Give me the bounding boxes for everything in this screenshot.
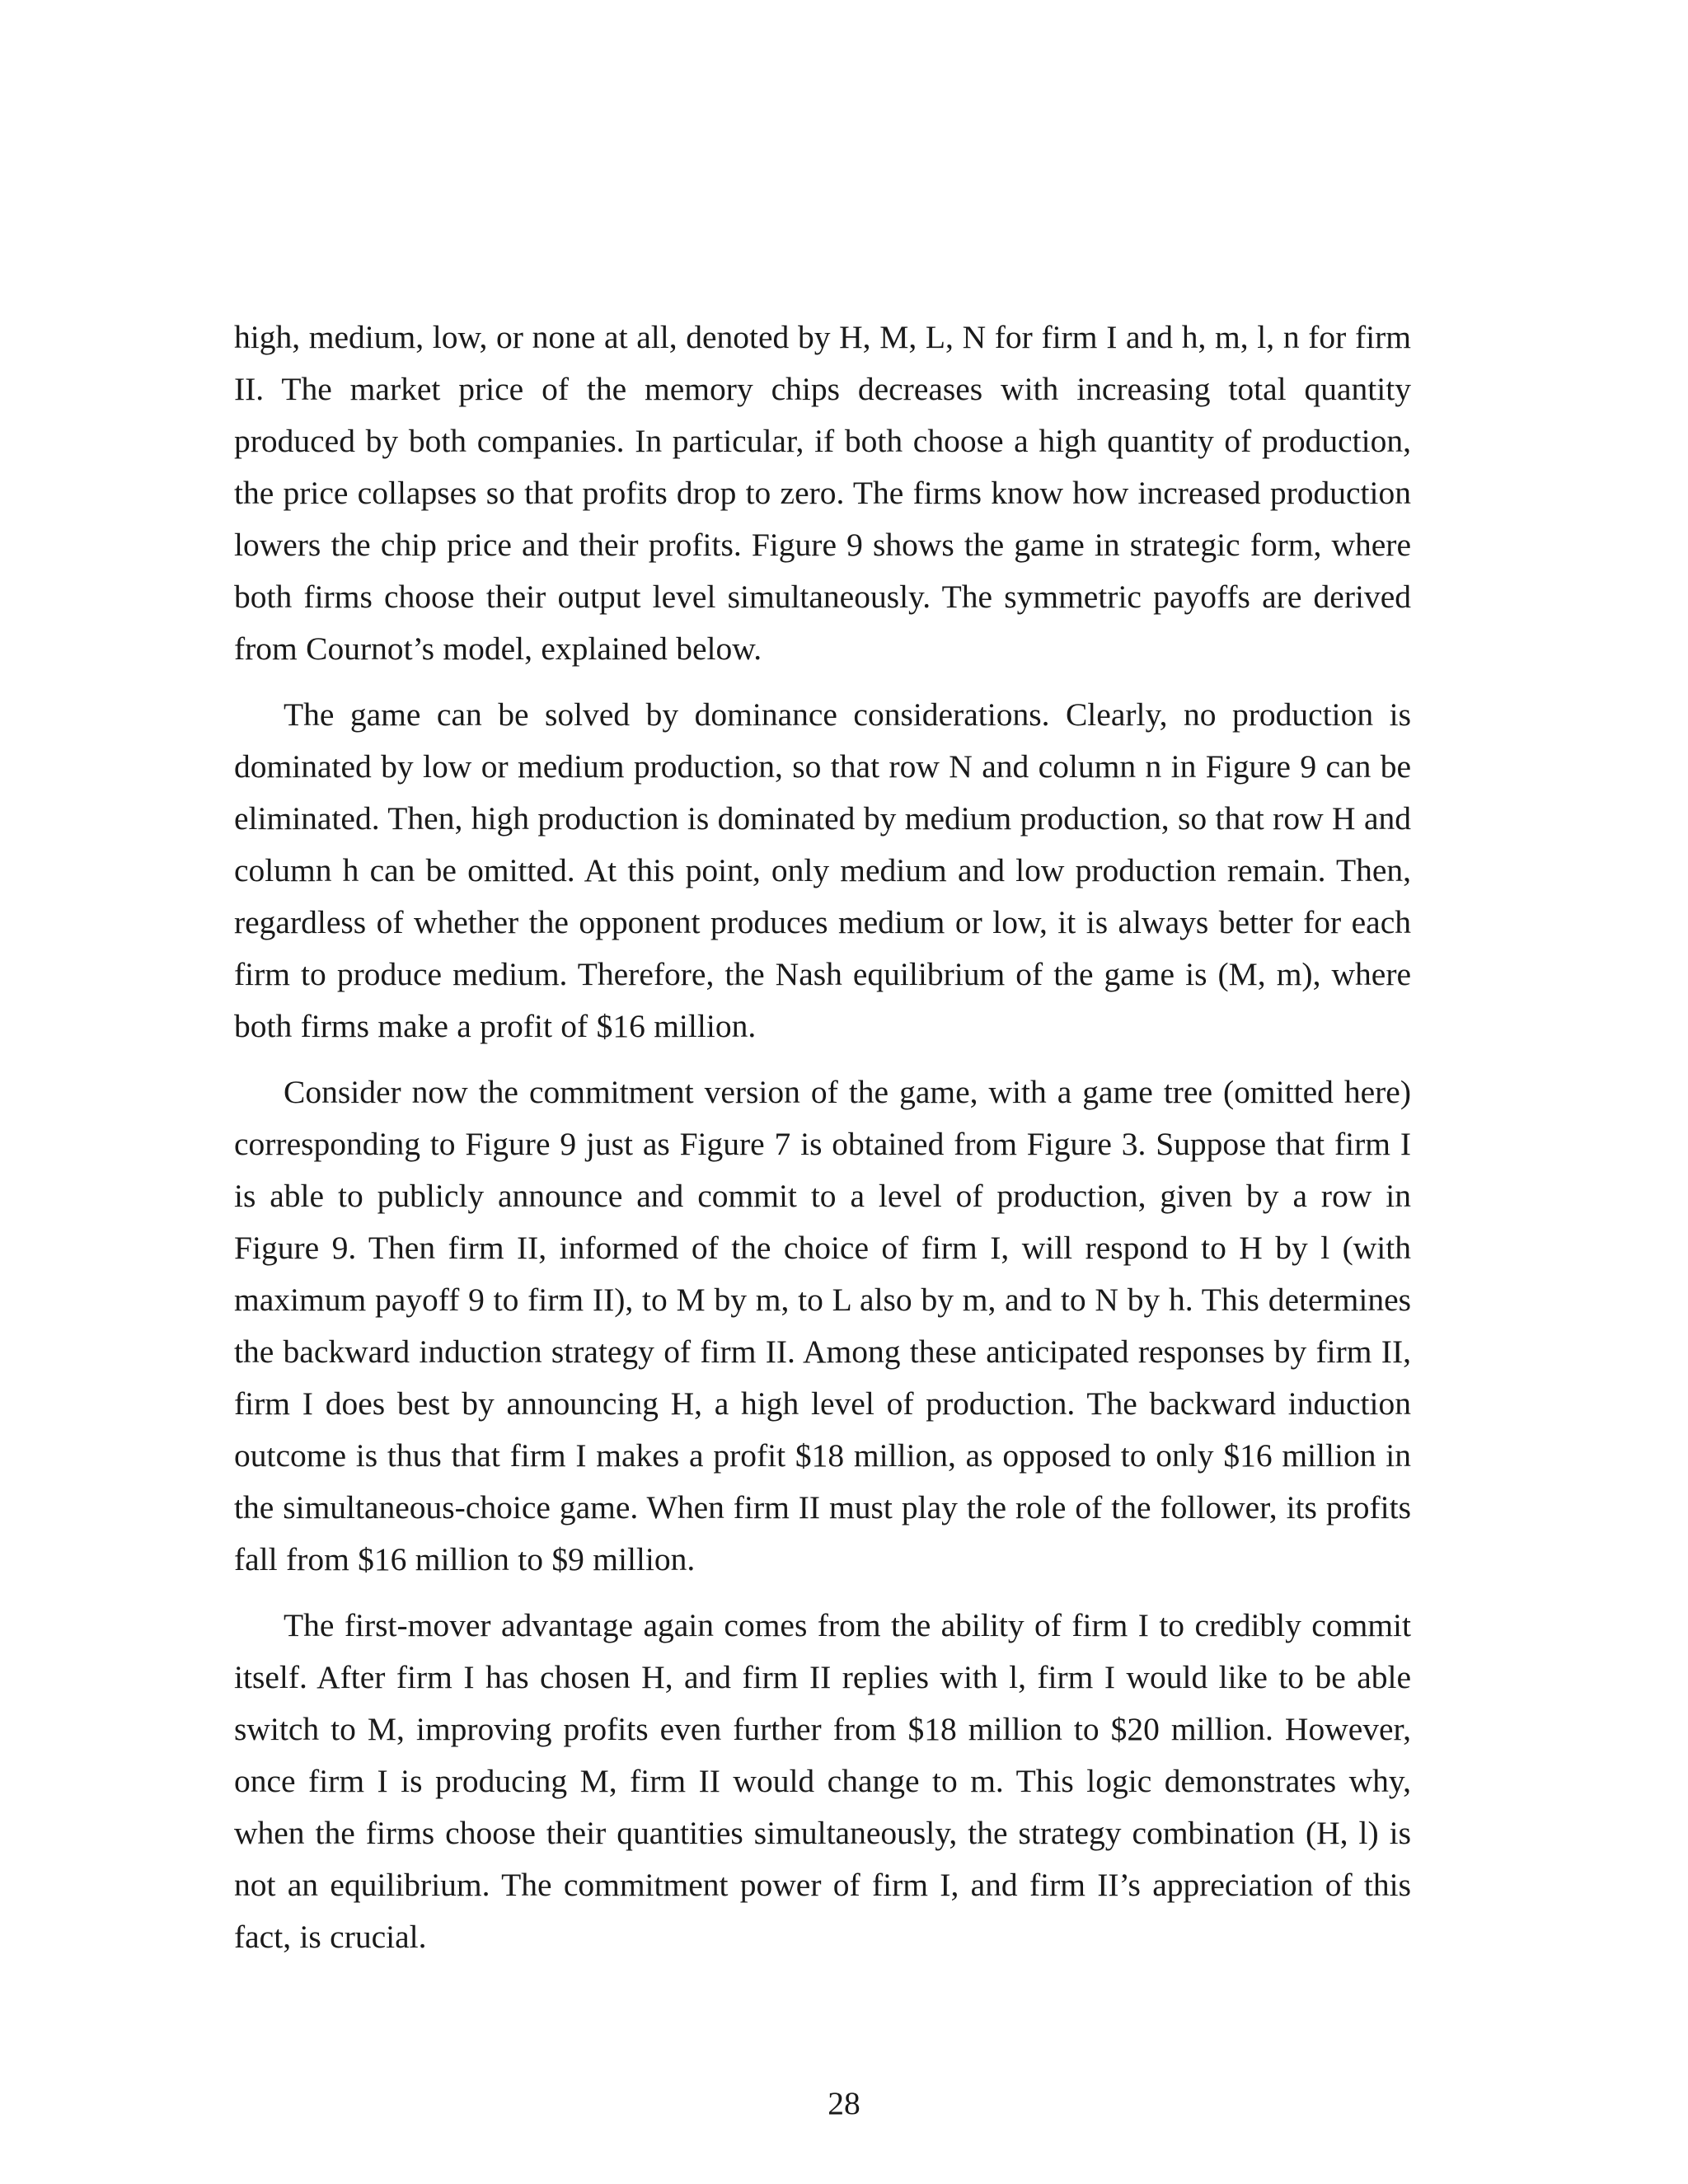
paragraph-dominance-solution: The game can be solved by dominance considerations. Clearly, no production is dominated by low or medium production, so that row N and column n in Figure 9 can be eliminated. Then, high production is dominated by medium production, so that row H and column h can be omitted. At this point, only medium and low production remain. Then, regardless of whether the opponent produces medium or low, it is always better for each firm to produce medium. Therefore, the Nash equilibrium of the game is (M, m), where both firms make a profit of $16 million. bbox=[234, 696, 1411, 1044]
paragraph-first-mover-advantage: The first-mover advantage again comes from the ability of firm I to credibly commit itself. After firm I has chosen H, and firm II replies with l, firm I would like to be able switch to M, improving profits even further from $18 million to $20 million. However, once firm I is producing M, firm II would change to m. This logic demonstrates why, when the firms choose their quantities simultaneously, the strategy combination (H, l) is not an equilibrium. The commitment power of firm I, and firm II’s appreciation of this fact, is crucial. bbox=[234, 1607, 1411, 1955]
page-body bbox=[234, 312, 1411, 1977]
paragraph-commitment-version: Consider now the commitment version of the game, with a game tree (omitted here) corresponding to Figure 9 just as Figure 7 is obtained from Figure 3. Suppose that firm I is able to publicly announce and commit to a level of production, given by a row in Figure 9. Then firm II, informed of the choice of firm I, will respond to H by l (with maximum payoff 9 to firm II), to M by m, to L also by m, and to N by h. This determines the backward induction strategy of firm II. Among these anticipated responses by firm II, firm I does best by announcing H, a high level of production. The backward induction outcome is thus that firm I makes a profit $18 million, as opposed to only $16 million in the simultaneous-choice game. When firm II must play the role of the follower, its profits fall from $16 million to $9 million. bbox=[234, 1074, 1411, 1577]
paragraph-cournot-setup: high, medium, low, or none at all, denoted by H, M, L, N for firm I and h, m, l, n for firm II. The market price of the memory chips decreases with increasing total quantity produced by both companies. In particular, if both choose a high quantity of production, the price collapses so that profits drop to zero. The firms know how increased production lowers the chip price and their profits. Figure 9 shows the game in strategic form, where both firms choose their output level simultaneously. The symmetric payoffs are derived from Cournot’s model, explained below. bbox=[234, 319, 1411, 667]
page-number: 28 bbox=[828, 2085, 860, 2121]
